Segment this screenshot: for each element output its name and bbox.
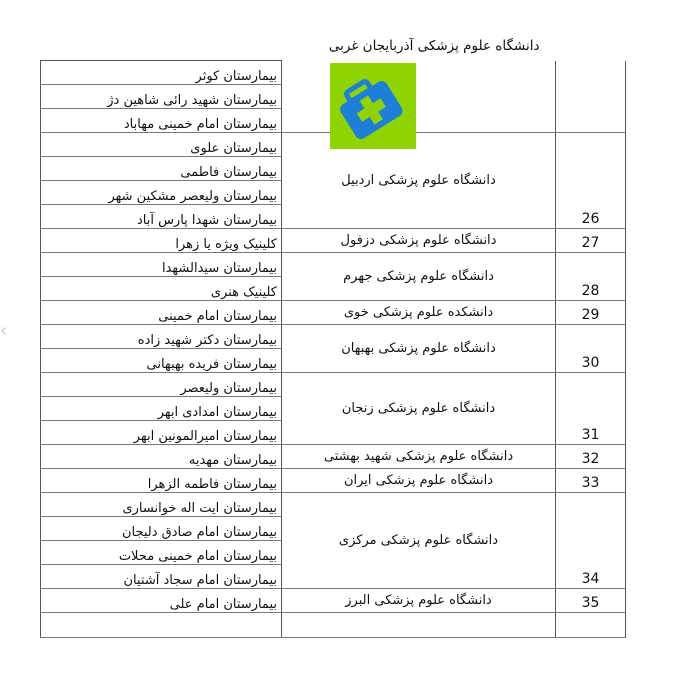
row-number-cell: 28	[556, 253, 626, 301]
hospital-name-cell: بیمارستان امام خمینی	[41, 301, 282, 325]
medical-kit-icon	[330, 63, 416, 149]
empty-table-row	[41, 613, 626, 638]
hospital-name-cell: بیمارستان امام خمینی مهاباد	[41, 109, 282, 133]
row-number-cell: 30	[556, 325, 626, 373]
row-number-cell: 31	[556, 373, 626, 445]
university-name-cell: دانشگاه علوم پزشکی زنجان	[282, 373, 556, 445]
row-number-cell: 35	[556, 589, 626, 613]
table-row	[41, 229, 626, 253]
hospital-name-cell: کلینیک هنری	[41, 277, 282, 301]
hospital-name-cell: بیمارستان دکتر شهید زاده	[41, 325, 282, 349]
hospital-name-cell: کلینیک ویژه یا زهرا	[41, 229, 282, 253]
row-number-cell: 33	[556, 469, 626, 493]
table-row	[41, 253, 626, 277]
row-number-cell: 26	[556, 133, 626, 229]
hospital-name-cell: بیمارستان امام صادق دلیجان	[41, 517, 282, 541]
table-row	[41, 445, 626, 469]
hospital-name-cell: بیمارستان فریده بهبهانی	[41, 349, 282, 373]
university-name-cell: دانشکده علوم پزشکی خوی	[282, 301, 556, 325]
hospital-name-cell: بیمارستان علوی	[41, 133, 282, 157]
hospital-name-cell: بیمارستان شهدا پارس آباد	[41, 205, 282, 229]
university-name-cell: دانشگاه علوم پزشکی جهرم	[282, 253, 556, 301]
hospital-name-cell: بیمارستان کوثر	[41, 61, 282, 85]
university-name-cell: دانشگاه علوم پزشکی ایران	[282, 469, 556, 493]
hospital-name-cell: بیمارستان ولیعصر	[41, 373, 282, 397]
empty-cell	[556, 613, 626, 638]
table-row	[41, 373, 626, 397]
hospital-name-cell: بیمارستان امدادی ابهر	[41, 397, 282, 421]
empty-cell	[41, 613, 282, 638]
row-number-cell: 29	[556, 301, 626, 325]
hospital-name-cell: بیمارستان مهدیه	[41, 445, 282, 469]
page-edge-chevron-icon: ‹	[0, 320, 8, 341]
hospital-name-cell: بیمارستان شهید رائی شاهین دژ	[41, 85, 282, 109]
row-number-cell: 34	[556, 493, 626, 589]
table-row	[41, 61, 626, 85]
university-name-cell: دانشگاه علوم پزشکی اردبیل	[282, 133, 556, 229]
university-name-cell: دانشگاه علوم پزشکی البرز	[282, 589, 556, 613]
header-title: دانشگاه علوم پزشکی آذربایجان غربی	[328, 38, 540, 55]
university-name-cell: دانشگاه علوم پزشکی دزفول	[282, 229, 556, 253]
empty-cell	[282, 613, 556, 638]
table-row	[41, 301, 626, 325]
table-row	[41, 589, 626, 613]
row-number-cell	[556, 61, 626, 133]
hospital-name-cell: بیمارستان امام علی	[41, 589, 282, 613]
medical-kit-icon-svg	[330, 63, 416, 149]
university-name-cell	[282, 61, 556, 133]
table-row	[41, 325, 626, 349]
hospital-name-cell: بیمارستان امام سجاد آشتیان	[41, 565, 282, 589]
university-name-cell: دانشگاه علوم پزشکی شهید بهشتی	[282, 445, 556, 469]
hospital-name-cell: بیمارستان امیرالمونین ابهر	[41, 421, 282, 445]
hospital-name-cell: بیمارستان فاطمی	[41, 157, 282, 181]
university-name-cell: دانشگاه علوم پزشکی مرکزی	[282, 493, 556, 589]
row-number-cell: 32	[556, 445, 626, 469]
hospital-name-cell: بیمارستان فاطمه الزهرا	[41, 469, 282, 493]
row-number-cell: 27	[556, 229, 626, 253]
hospital-list-document	[40, 32, 626, 638]
university-name-cell: دانشگاه علوم پزشکی بهبهان	[282, 325, 556, 373]
table-row	[41, 493, 626, 517]
table-header-row	[41, 32, 626, 61]
hospital-name-cell: بیمارستان امام خمینی محلات	[41, 541, 282, 565]
table-row	[41, 469, 626, 493]
hospital-name-cell: بیمارستان سیدالشهدا	[41, 253, 282, 277]
hospital-name-cell: بیمارستان ایت اله خوانساری	[41, 493, 282, 517]
hospital-table	[40, 32, 626, 638]
hospital-name-cell: بیمارستان ولیعصر مشکین شهر	[41, 181, 282, 205]
